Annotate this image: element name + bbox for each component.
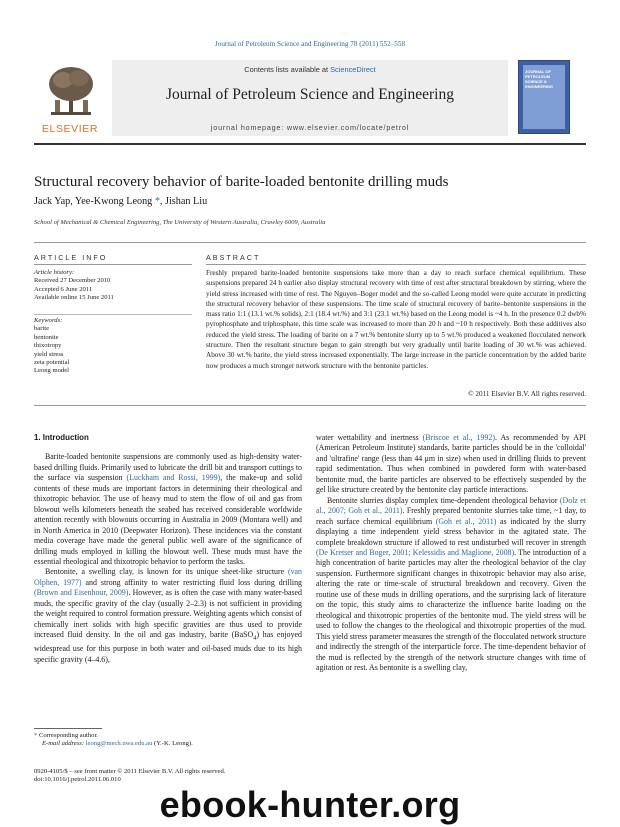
keyword: Leong model bbox=[34, 367, 69, 375]
paragraph: Bentonite slurries display complex time-dependent rheological behavior (Dolz et al., 2007; Goh et al., 2011). Freshly prepared bentonite slurries take time, ~1 day, to reach surface chemical equilibrium (Goh et al., 2011) as indicated by the slurry displaying a time independent yield stress behavior in the agitated state. The complete breakdown structure if allowed to rest undisturbed will recover in strength (De Kretser and Boger, 2001; Kelessidis and Maglione, 2008). The introduction of a high concentration of barite particles may alter the rheological behavior of the clay suspension. Furthermore significant changes in thixotropic behavior may also arise, altering the rate or time-scale of structural breakdown and recovery. Given the routine use of these muds in drilling operations, and the surprising lack of literature on the topic, this study aims to characterize the influence barite loading on the rheological and thixotropic properties of the bentonite mud. The yield stress will be used to follow the changes to the rheological and thixotropic properties of the mud. This yield stress parameter measures the strength of the flocculated network structure and indirectly the strength of the interparticle force. The time-dependent behavior of the mud is reflected by the strength of the network structure changes with time of agitation or rest. As bentonite is a swelling clay, bbox=[316, 495, 586, 672]
elsevier-tree-icon bbox=[45, 64, 97, 118]
masthead-rule bbox=[34, 143, 586, 145]
divider bbox=[34, 242, 586, 243]
email-link[interactable]: leong@mech.uwa.edu.au bbox=[85, 740, 153, 748]
front-matter bbox=[34, 768, 302, 785]
copyright: © 2011 Elsevier B.V. All rights reserved. bbox=[468, 390, 586, 398]
citation-link[interactable]: (Briscoe et al., 1992) bbox=[422, 433, 495, 442]
corresponding-author-link[interactable]: * bbox=[154, 196, 160, 207]
article-info-heading: ARTICLE INFO bbox=[34, 253, 108, 262]
citation-link[interactable]: (Goh et al., 2011) bbox=[435, 516, 497, 526]
history-label: Article history: bbox=[34, 269, 75, 276]
citation-link[interactable]: (Brown and Eisenhour, 2009) bbox=[34, 588, 129, 598]
paragraph: Barite-loaded bentonite suspensions are commonly used as high-density water-based drilling fluids. Primarily used to lubricate the drill bit and transport cuttings to the surface via suspension (Luckham and Rossi, 1999), the make-up and solid contents of these muds are important factors in determining their rheological and thixotropic behavior. The use of heavy mud to stem the flow of oil and gas from blowout wells kilometers beneath the seabed has received considerable worldwide attention recently with blowouts occurring in Australia in 2009 (Montara well) and in North America in 2010 (Deepwater Horizon). These incidences via the constant media coverage have made the general public well aware of the significance of drilling muds employed in killing the blowout well. These muds must have the essential rheological and thixotropic behavior to perform the tasks. bbox=[34, 452, 302, 566]
abstract-heading: ABSTRACT bbox=[206, 253, 261, 262]
journal-title: Journal of Petroleum Science and Engineering bbox=[166, 86, 454, 103]
keyword: barite bbox=[34, 325, 50, 333]
doi-link[interactable]: doi:10.1016/j.petrol.2011.06.010 bbox=[34, 776, 121, 784]
section-heading: 1. Introduction bbox=[34, 433, 89, 442]
corresponding-note: Corresponding author. bbox=[38, 732, 98, 739]
email-suffix: (Y.-K. Leong). bbox=[152, 740, 193, 748]
history-accepted: Accepted 6 June 2011 bbox=[34, 285, 93, 293]
citation-link[interactable]: (Dolz et al., 2007; Goh et al., 2011) bbox=[316, 495, 586, 516]
keyword: thixotropy bbox=[34, 342, 62, 350]
watermark: ebook-hunter.org bbox=[159, 784, 461, 825]
affiliation: School of Mechanical & Chemical Engineering, The University of Western Australia, Crawley 6009, Australia bbox=[34, 219, 326, 226]
journal-homepage-link[interactable]: journal homepage: www.elsevier.com/locate/petrol bbox=[210, 123, 410, 132]
footnote-rule bbox=[34, 728, 102, 729]
elsevier-wordmark: ELSEVIER bbox=[41, 123, 99, 135]
keyword: zeta potential bbox=[34, 359, 70, 367]
footnote-mark: * bbox=[34, 732, 38, 739]
article-title: Structural recovery behavior of barite-loaded bentonite drilling muds bbox=[34, 174, 449, 190]
paragraph: Bentonite, a swelling clay, is known for its unique sheet-like structure (van Olphen, 1977) and strong affinity to water restricting fluid loss during drilling (Brown and Eisenhour, 2009). However, as is often the case with many water-based muds, the specific gravity of the clay (usually 2–2.3) is not sufficient in providing the weight required to control formation pressure. Weighting agents which consist of chemically inert solids with high specific gravities are thus used to provide increased fluid density. In the oil and gas industry, barite (BaSO$_4$) has enjoyed widespread use for this purpose in both water and oil-based muds due to its high specific gravity (4–4.6), bbox=[34, 567, 302, 664]
article-history bbox=[34, 269, 192, 303]
keywords-label: Keywords: bbox=[34, 317, 63, 324]
abstract-text: Freshly prepared barite-loaded bentonite suspensions take more than a day to reach surface chemical equilibrium. These suspensions prepared 24 h earlier also display structural recovery with time of rest after structural breakdown by stirring, where the yield stress increased with time of rest. The Nguyen–Boger model and the so-called Leong model were quite accurate in predicting the structural recovery behavior of these suspensions. The time scale of structural recovery of barite–bentonite suspensions in the mass ratio 1:1 (13.1 wt.% solids), 2:1 (18.4 wt.%) and 3:1 (23.1 wt.%) based on the Leong model is ~4 h. In the presence 0.2 dwb% pyrophosphate and triphosphate, this time scale was increased to more than 20 h and ~10 h respectively. Both these additives also reduced the yield stress. The loading of barite on a 7 wt.% bentonite slurry up to 5 wt.% produced a weakened flocculated network structure. Then the resultant structure began to gain strength but very gradually until barite loading of 30 wt.% was achieved. Above 30 wt.% barite, the yield stress increased exponentially. The large increase in the particle concentration by the added barite now produces a much stronger network structure with the bentonite particles. bbox=[206, 269, 586, 370]
authors-last: , Jishan Liu bbox=[159, 196, 208, 207]
divider bbox=[34, 264, 192, 265]
author-list bbox=[34, 196, 586, 207]
footnote bbox=[34, 732, 302, 749]
divider bbox=[206, 264, 586, 265]
cover-title: JOURNAL OF PETROLEUM SCIENCE & ENGINEERING bbox=[525, 69, 554, 89]
keyword: bentonite bbox=[34, 333, 59, 341]
body-column-right bbox=[316, 433, 586, 673]
citation-link[interactable]: (De Kretser and Boger, 2001; Kelessidis and Maglione, 2008) bbox=[316, 547, 515, 557]
sciencedirect-link[interactable]: ScienceDirect bbox=[330, 65, 376, 74]
journal-cover-thumbnail[interactable] bbox=[518, 60, 570, 134]
contents-prefix: Contents lists available at bbox=[244, 65, 331, 74]
keywords bbox=[34, 317, 192, 376]
contents-line bbox=[112, 65, 508, 74]
elsevier-logo[interactable] bbox=[35, 60, 105, 136]
keyword: yield stress bbox=[34, 350, 64, 358]
history-online: Available online 15 June 2011 bbox=[34, 294, 114, 302]
paragraph: water wettability and inertness (Briscoe et al., 1992). As recommended by API (American Petroleum Institute) standards, barite particles should be in the 'colloidal' and 'ultrafine' range (less than 44 μm in size) when used in drilling fluids to prevent rapid sedimentation. Thus when combined in powdered form with water-based bentonite mud, the barite particles are observed to be effectively suspended by the gel like structure created by the bentonite clay particle interactions. bbox=[316, 433, 586, 495]
citation-link[interactable]: (van Olphen, 1977) bbox=[34, 567, 302, 587]
authors-first: Jack Yap, Yee-Kwong Leong bbox=[34, 196, 155, 207]
divider bbox=[34, 405, 586, 406]
email-label: E-mail address: bbox=[42, 740, 86, 748]
body-column-left bbox=[34, 433, 302, 665]
journal-reference[interactable]: Journal of Petroleum Science and Engineering 78 (2011) 552–558 bbox=[214, 40, 406, 48]
divider bbox=[34, 314, 192, 315]
citation-link[interactable]: (Luckham and Rossi, 1999) bbox=[126, 473, 221, 483]
issn-line: 0920-4105/$ – see front matter © 2011 Elsevier B.V. All rights reserved. bbox=[34, 768, 226, 775]
history-received: Received 27 December 2010 bbox=[34, 277, 111, 285]
journal-masthead bbox=[112, 60, 508, 136]
